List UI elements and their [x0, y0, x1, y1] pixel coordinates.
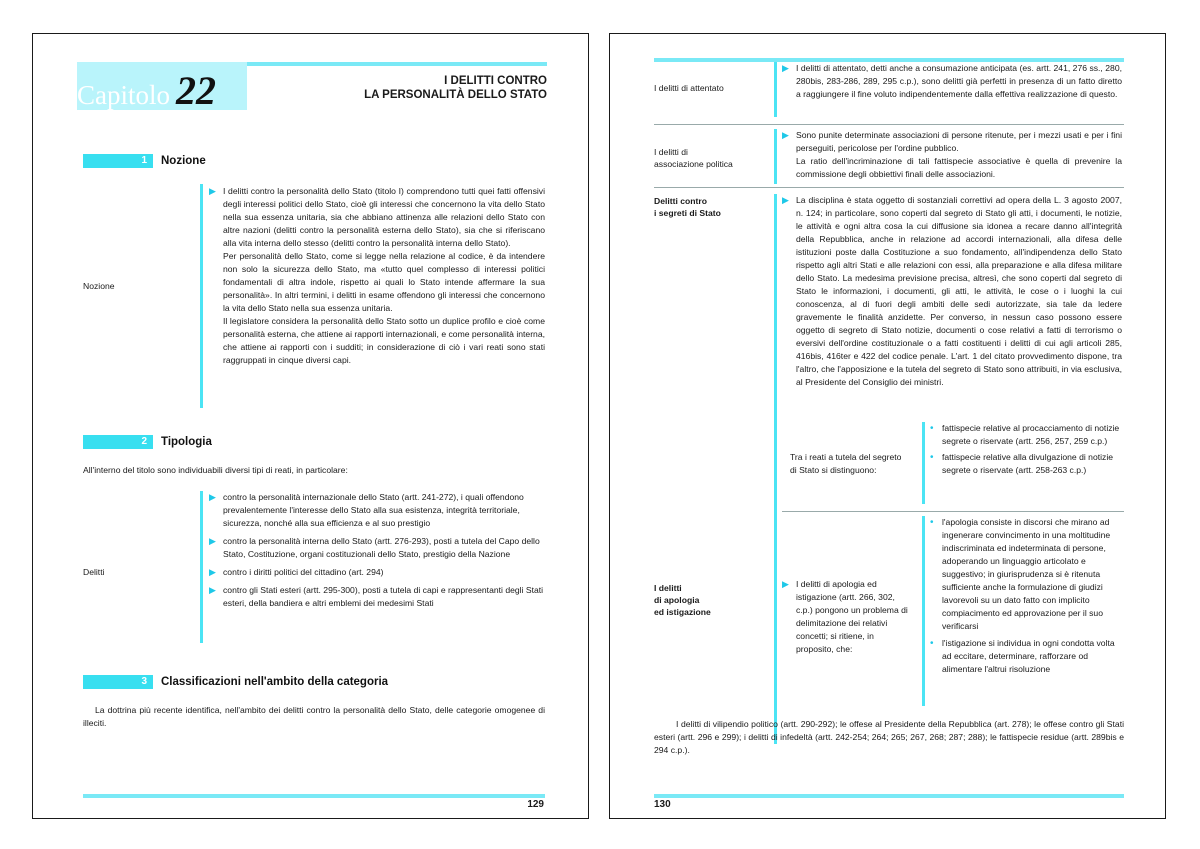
associazione-body [782, 129, 1122, 181]
classificazioni-text: La dottrina più recente identifica, nell'ambito dei delitti contro la personalità dello Stato, delle categorie omogenee di illeciti. [83, 705, 545, 728]
section-heading-3 [83, 675, 388, 689]
section-number: 3 [141, 676, 147, 687]
arrow-icon: ▶ [209, 536, 216, 546]
chapter-word: Capitolo [77, 80, 170, 110]
section-heading-2 [83, 435, 212, 449]
page-number: 129 [527, 799, 544, 810]
arrow-icon: ▶ [782, 63, 789, 73]
attentato-body [782, 62, 1122, 101]
list-item [209, 535, 545, 561]
left-page [32, 33, 589, 819]
right-page [609, 33, 1166, 819]
list-item-text: fattispecie relative al procacciamento di notizie segrete o riservate (artt. 256, 257, 259 c.p.) [942, 423, 1120, 446]
label-line: I delitti di [654, 147, 688, 157]
section-title: Nozione [161, 155, 206, 167]
arrow-icon: ▶ [782, 130, 789, 140]
apologia-list [930, 516, 1122, 676]
arrow-icon: ▶ [209, 567, 216, 577]
chapter-title [247, 74, 547, 102]
label-line: di apologia [654, 595, 700, 605]
list-item-text: contro i diritti politici del cittadino (art. 294) [223, 567, 384, 577]
section-number: 1 [141, 155, 147, 166]
list-item-text: contro gli Stati esteri (artt. 295-300), posti a tutela di capi e rappresentanti degli Stati esteri, della bandiera e altri emblemi dei medesimi Stati [223, 585, 544, 608]
section-title: Classificazioni nell'ambito della categoria [161, 676, 389, 688]
nozione-paragraph-2: Per personalità dello Stato, come si legge nella relazione al codice, è da intendere non solo la sicurezza dello Stato, ma «tutto quel complesso di interessi politici fondamentali di altra indole, rispetto ai quali lo Stato intende affermare la sua personalità». In altri termini, i delitti in esame offendono gli interessi che concernono la vita dello Stato nella sua essenza unitaria. [223, 251, 545, 313]
margin-rule [774, 129, 777, 184]
chapter-number: 22 [176, 68, 216, 113]
attentato-text: I delitti di attentato, detti anche a consumazione anticipata (es. artt. 241, 276 ss., 280, 280bis, 283-286, 289, 295 c.p.), sono delitti già perfetti in presenza di un fatto diretto a raggiungere il fine voluto indipendentemente dalla effettiva realizzazione di questo. [796, 63, 1122, 99]
bullet-icon: • [930, 638, 934, 649]
page-number: 130 [654, 799, 671, 810]
apologia-middle-text: I delitti di apologia ed istigazione (artt. 266, 302, c.p.) pongono un problema di delimitazione dei relativi concetti; si ritiene, in proposito, che: [796, 579, 908, 654]
final-text: I delitti di vilipendio politico (artt. 290-292); le offese al Presidente della Repubblica (art. 278); le offese contro gli Stati esteri (artt. 296 e 299); i delitti di infedeltà (artt. 242-254; 264; 265; 267, 268; 287; 288); le fattispecie residue (artt. 289bis e 294 c.p.). [654, 719, 1124, 755]
list-item [930, 637, 1122, 676]
footer-rule [654, 794, 1124, 798]
arrow-icon: ▶ [209, 585, 216, 595]
list-item [209, 491, 545, 530]
list-item-text: contro la personalità internazionale dello Stato (artt. 241-272), i quali offendono prevalentemente l'interesse dello Stato alla sua esistenza, integrità territoriale, sicurezza, nonché alla sua efficienza e al suo prestigio [223, 492, 524, 528]
label-line: I delitti [654, 583, 682, 593]
associazione-text-2: La ratio dell'incriminazione di tali fattispecie associative è quella di prevenire la commissione degli obbiettivi finali delle associazioni. [796, 156, 1122, 179]
bullet-icon: • [930, 423, 934, 434]
margin-rule [922, 422, 925, 504]
label-line: i segreti di Stato [654, 208, 721, 218]
list-item [209, 566, 545, 579]
segreti-text: La disciplina è stata oggetto di sostanziali correttivi ad opera della L. 3 agosto 2007, n. 124; in particolare, sono coperti dal segreto di Stato gli atti, i documenti, le notizie, le attività e ogni altra cosa la cui diffusione sia idonea a recare danno all'integrità della Repubblica, anche in relazione ad accordi internazionali, alla difesa delle istituzioni poste dalla Costituzione a suo fondamento, all'indipendenza dello Stato rispetto agli altri Stati e alle relazioni con essi, alla preparazione e alla difesa militare dello Stato. La medesima previsione precisa, altresì, che sono coperti dal segreto di Stato le informazioni, i documenti, gli atti, le attività, le cose o i luoghi la cui conoscenza, al di fuori degli ambiti delle sedi autorizzate, sia tale da ledere gravemente le finalità anzidette. Per converso, in nessun caso possono essere oggetto di segreto di Stato notizie, documenti o cose relativi a fatti di terrorismo o eversivi dell'ordine costituzionale o a fatti costituenti i delitti di cui agli articoli 285, 416bis, 416ter e 422 del codice penale. L'art. 1 del citato provvedimento dispone, tra l'altro, che l'apposizione e la tutela del segreto di Stato sono attribuiti, in via esclusiva, al Presidente del Consiglio dei ministri. [796, 195, 1122, 387]
margin-rule [922, 516, 925, 706]
list-item [930, 422, 1122, 448]
margin-label-associazione [654, 146, 733, 170]
arrow-icon: ▶ [782, 195, 789, 205]
label-line: associazione politica [654, 159, 733, 169]
footer-rule [83, 794, 545, 798]
bullet-icon: • [930, 517, 934, 528]
margin-label-apologia [654, 582, 711, 618]
margin-label-delitti: Delitti [83, 567, 105, 577]
margin-label-attentato: I delitti di attentato [654, 83, 724, 93]
label-line: ed istigazione [654, 607, 711, 617]
arrow-icon: ▶ [209, 492, 216, 502]
bullet-icon: • [930, 452, 934, 463]
list-item-text: l'istigazione si individua in ogni condotta volta ad eccitare, determinare, rafforzare od alimentare l'altrui risoluzione [942, 638, 1115, 674]
title-rule [247, 62, 547, 66]
section-number: 2 [141, 436, 147, 447]
margin-rule [774, 62, 777, 117]
list-item-text: l'apologia consiste in discorsi che mirano ad ingenerare convincimento in una moltitudine indiscriminata ed indeterminata di persone, adoperando un linguaggio articolato e suggestivo; in giurisprudenza si è ritenuta sufficiente anche la formulazione di giudizi lavorevoli su un dato fatto con implicito compiacimento ed approvazione per il suo verificarsi [942, 517, 1111, 631]
tutela-label: Tra i reati a tutela del segreto di Stato si distinguono: [790, 452, 902, 475]
list-item [209, 584, 545, 610]
list-item-text: fattispecie relative alla divulgazione di notizie segrete o riservate (artt. 258-263 c.p.) [942, 452, 1114, 475]
associazione-text-1: Sono punite determinate associazioni di persone ritenute, per i mezzi usati e per i fini perseguiti, pericolose per l'ordine pubblico. [796, 130, 1122, 153]
tipologia-intro: All'interno del titolo sono individuabili diversi tipi di reati, in particolare: [83, 465, 348, 475]
chapter-title-line2: LA PERSONALITÀ DELLO STATO [364, 89, 547, 101]
tutela-list [930, 422, 1122, 477]
section-heading-1 [83, 154, 206, 168]
arrow-icon: ▶ [209, 186, 216, 196]
margin-rule [774, 194, 777, 744]
arrow-icon: ▶ [782, 579, 789, 589]
margin-label-nozione: Nozione [83, 281, 115, 291]
margin-rule [200, 184, 203, 408]
section-title: Tipologia [161, 436, 212, 448]
label-line: Delitti contro [654, 196, 707, 206]
list-item-text: contro la personalità interna dello Stato (artt. 276-293), posti a tutela del Capo dello Stato, Costituzione, organi costituzionali dello Stato, prestigio della Nazione [223, 536, 540, 559]
divider [782, 511, 1124, 512]
segreti-body [782, 194, 1122, 389]
divider [654, 187, 1124, 188]
margin-label-segreti [654, 195, 721, 219]
delitti-list [209, 491, 545, 610]
nozione-paragraph-1: I delitti contro la personalità dello Stato (titolo I) comprendono tutti quei fatti offensivi degli interessi politici dello Stato, cioè gli interessi che concernono la vita dello Stato nella sua essenza unitaria, sia che abbiano attinenza alle relazioni dello Stato con altre nazioni (delitti contro la personalità esterna dello Stato), sia che si riferiscano alla vita interna dello stesso (delitti contro la personalità interna dello Stato). [223, 186, 545, 248]
list-item [930, 516, 1122, 633]
apologia-middle [782, 578, 912, 656]
nozione-paragraph-3: Il legislatore considera la personalità dello Stato sotto un duplice profilo e cioè come personalità esterna, che attiene ai rapporti internazionali, e come personalità interna, che attiene ai rapporti con i sudditi; in considerazione di ciò i vari reati sono stati raggruppati in cinque diversi capi. [223, 316, 545, 365]
nozione-body [209, 185, 545, 367]
chapter-title-line1: I DELITTI CONTRO [444, 75, 547, 87]
divider [654, 124, 1124, 125]
margin-rule [200, 491, 203, 643]
list-item [930, 451, 1122, 477]
chapter-heading [77, 68, 257, 113]
